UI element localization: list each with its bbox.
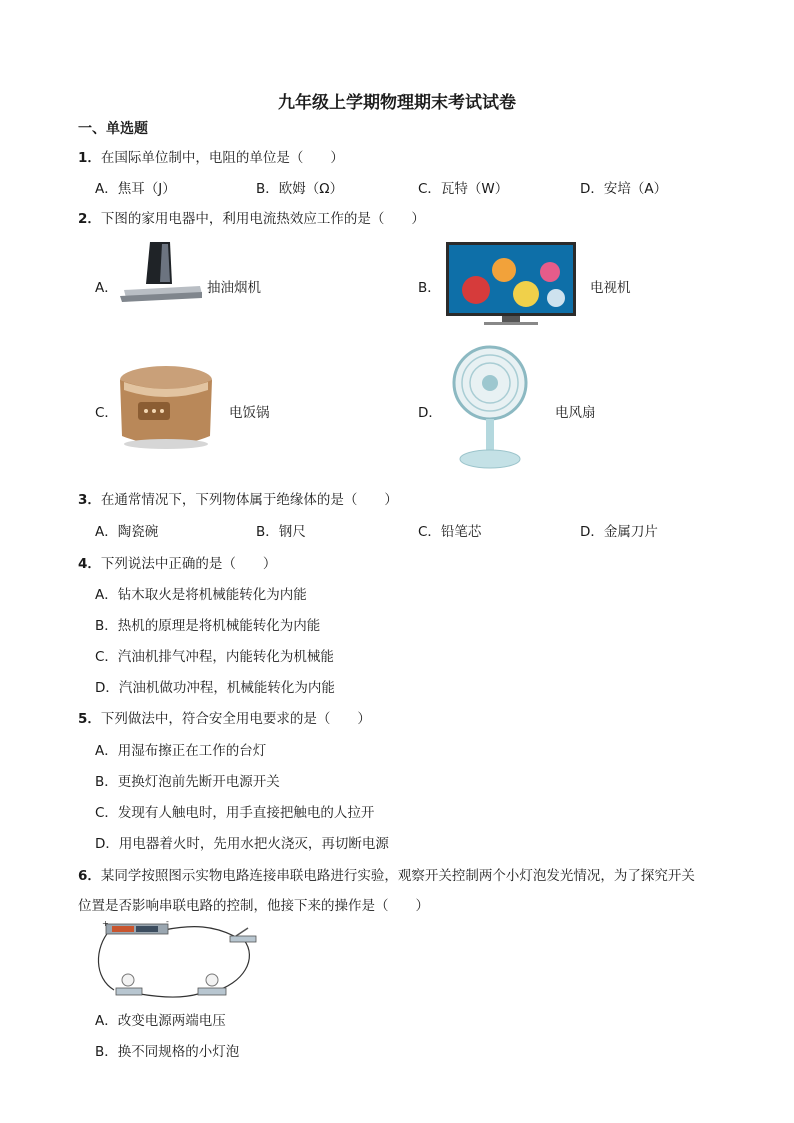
question-6-continued: 位置是否影响串联电路的控制，他接下来的操作是（ ） [78,898,429,914]
option-c-letter: C． [95,405,118,421]
option-c: C．汽油机排气冲程，内能转化为机械能 [95,649,334,665]
option-d: D．用电器着火时，先用水把火浇灭，再切断电源 [95,836,389,852]
option-b: B．欧姆（Ω） [256,181,344,197]
option-a-letter: A． [95,280,118,296]
television-image [446,242,578,328]
question-number: 1． [78,150,101,166]
option-b: B．钢尺 [256,524,306,540]
option-b-label: 电视机 [590,280,631,296]
option-a: A．焦耳（J） [95,181,176,197]
question-3 [78,488,398,508]
rice-cooker-image [116,362,220,452]
question-text: 下列做法中，符合安全用电要求的是（ ） [100,711,371,727]
option-b: B．更换灯泡前先断开电源开关 [95,774,280,790]
question-number: 6． [78,868,101,884]
option-c-label: 电饭锅 [229,405,270,421]
series-circuit-diagram [94,918,260,1004]
question-number: 4． [78,556,101,572]
question-6 [78,864,695,884]
range-hood-image [118,240,204,304]
option-a: A．钻木取火是将机械能转化为内能 [95,587,307,603]
question-number: 3． [78,492,101,508]
section-heading: 一、单选题 [78,121,148,137]
question-number: 2． [78,211,101,227]
option-d-label: 电风扇 [555,405,596,421]
question-text: 某同学按照图示实物电路连接串联电路进行实验，观察开关控制两个小灯泡发光情况，为了探究开关 [100,868,695,884]
svg-text:+: + [102,919,109,928]
question-text: 在国际单位制中，电阻的单位是（ ） [100,150,344,166]
option-a: A．改变电源两端电压 [95,1013,226,1029]
question-5 [78,707,371,727]
option-d: D．金属刀片 [580,524,658,540]
question-4 [78,552,276,572]
option-b: B．换不同规格的小灯泡 [95,1044,240,1060]
svg-text:-: - [166,917,169,926]
option-b: B．热机的原理是将机械能转化为内能 [95,618,321,634]
option-c: C．发现有人触电时，用手直接把触电的人拉开 [95,805,375,821]
question-number: 5． [78,711,101,727]
question-text: 下图的家用电器中，利用电流热效应工作的是（ ） [100,211,425,227]
question-1 [78,146,344,166]
question-text: 在通常情况下，下列物体属于绝缘体的是（ ） [100,492,398,508]
electric-fan-image [452,345,532,473]
option-c: C．瓦特（W） [418,181,509,197]
option-a-label: 抽油烟机 [207,280,261,296]
option-d: D．安培（A） [580,181,668,197]
option-c: C．铅笔芯 [418,524,482,540]
option-d: D．汽油机做功冲程，机械能转化为内能 [95,680,335,696]
option-a: A．用湿布擦正在工作的台灯 [95,743,267,759]
question-text: 下列说法中正确的是（ ） [100,556,277,572]
question-2 [78,207,425,227]
option-b-letter: B． [418,280,441,296]
page-title: 九年级上学期物理期末考试试卷 [278,93,516,113]
option-d-letter: D． [418,405,442,421]
option-a: A．陶瓷碗 [95,524,159,540]
